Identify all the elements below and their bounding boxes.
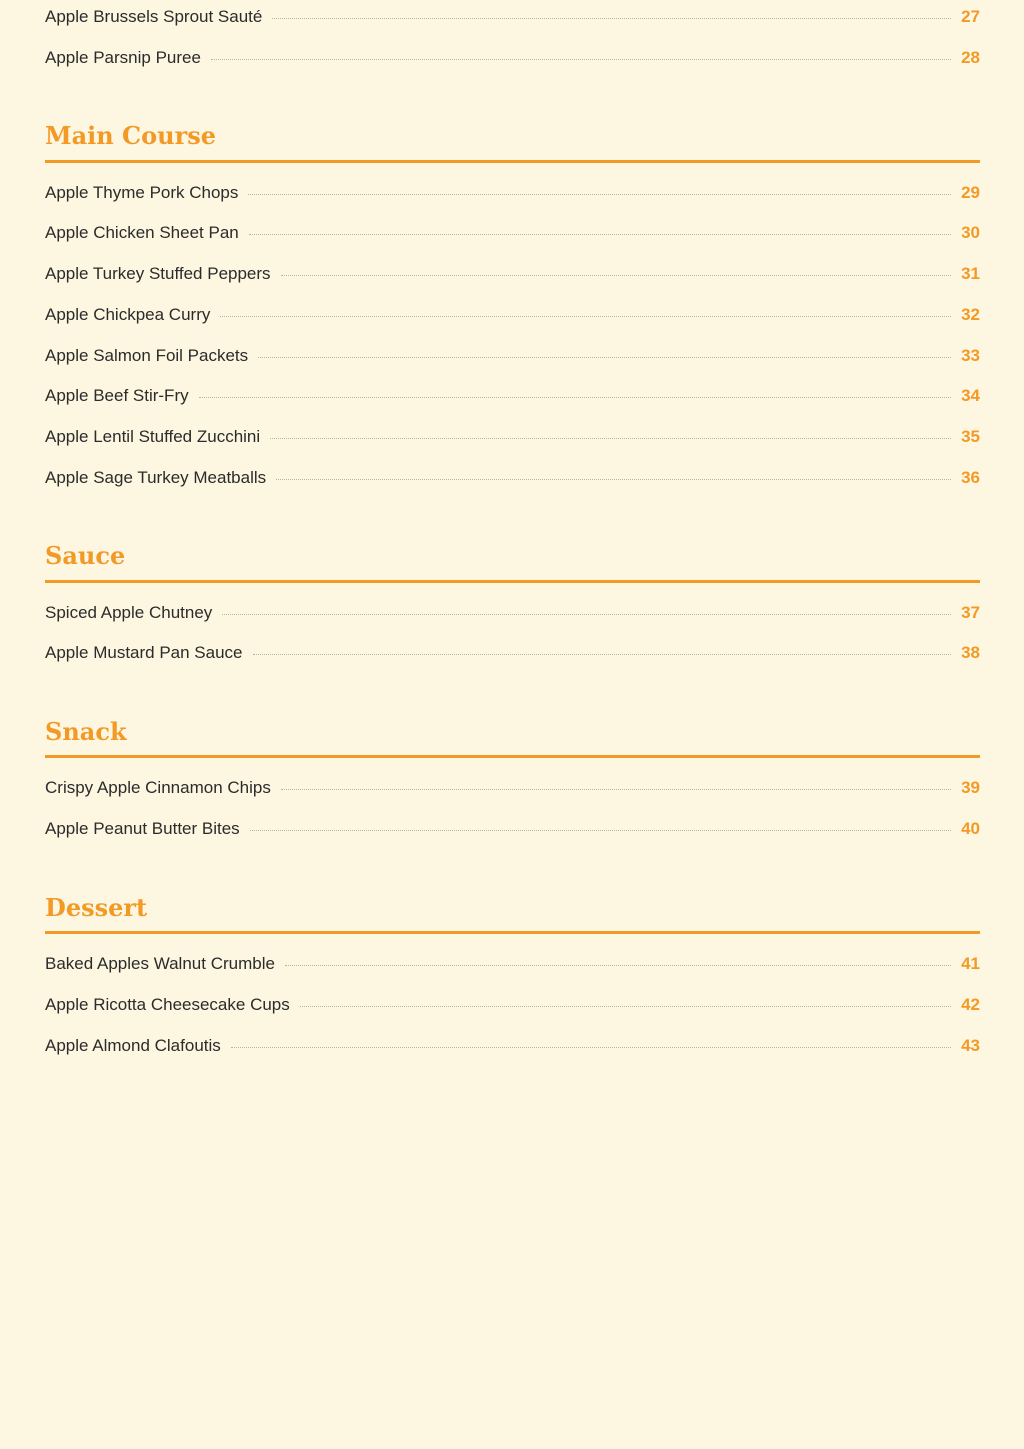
entry-title: Spiced Apple Chutney [45,602,213,622]
entry-page-number: 29 [961,182,980,202]
dot-leader [258,357,951,358]
entry-title: Apple Ricotta Cheesecake Cups [45,994,290,1014]
dot-leader [250,830,951,831]
entry-title: Apple Lentil Stuffed Zucchini [45,426,261,446]
toc-entry[interactable] [45,1037,980,1078]
toc-entry[interactable] [45,779,980,820]
toc-entry[interactable] [45,387,980,428]
entry-page-number: 30 [961,223,980,243]
entry-title: Apple Parsnip Puree [45,47,201,67]
table-of-contents [45,0,980,1077]
entry-page-number: 28 [961,47,980,67]
entry-page-number: 32 [961,304,980,324]
dot-leader [220,316,951,317]
toc-entry[interactable] [45,306,980,347]
toc-entry[interactable] [45,184,980,225]
entry-page-number: 31 [961,264,980,284]
dot-leader [253,654,952,655]
dot-leader [300,1006,951,1007]
dot-leader [199,397,951,398]
section-entry-list [45,604,980,685]
entry-page-number: 42 [961,994,980,1014]
toc-entry[interactable] [45,820,980,861]
dot-leader [270,438,951,439]
section-entry-list [45,955,980,1077]
entry-page-number: 38 [961,643,980,663]
dot-leader [249,234,951,235]
entry-title: Apple Almond Clafoutis [45,1035,221,1055]
section-snack [45,691,980,861]
dot-leader [276,479,951,480]
dot-leader [222,614,951,615]
entry-page-number: 37 [961,602,980,622]
entry-page-number: 43 [961,1035,980,1055]
entry-page-number: 41 [961,954,980,974]
toc-entry[interactable] [45,265,980,306]
section-heading: Snack [45,691,980,758]
entry-page-number: 33 [961,345,980,365]
dot-leader [272,18,951,19]
dot-leader [231,1047,951,1048]
section-heading: Main Course [45,95,980,162]
entry-title: Apple Beef Stir-Fry [45,386,189,406]
toc-entry[interactable] [45,469,980,510]
section-heading: Dessert [45,867,980,934]
entry-page-number: 27 [961,7,980,26]
entry-title: Apple Mustard Pan Sauce [45,643,243,663]
entry-title: Apple Salmon Foil Packets [45,345,249,365]
dot-leader [281,789,951,790]
section-heading: Sauce [45,515,980,582]
entry-title: Apple Turkey Stuffed Peppers [45,264,271,284]
intro-entry-list [45,0,980,89]
toc-entry[interactable] [45,428,980,469]
section-entry-list [45,779,980,860]
entry-title: Apple Sage Turkey Meatballs [45,467,267,487]
toc-entry[interactable] [45,996,980,1037]
dot-leader [248,194,951,195]
toc-entry[interactable] [45,224,980,265]
dot-leader [211,59,951,60]
section-main-course [45,95,980,509]
toc-entry[interactable] [45,604,980,645]
entry-title: Apple Chickpea Curry [45,304,211,324]
entry-page-number: 34 [961,386,980,406]
section-dessert [45,867,980,1077]
toc-entry[interactable] [45,8,980,49]
entry-title: Crispy Apple Cinnamon Chips [45,778,271,798]
toc-entry[interactable] [45,347,980,388]
entry-page-number: 40 [961,819,980,839]
entry-title: Apple Peanut Butter Bites [45,819,240,839]
toc-entry[interactable] [45,49,980,90]
entry-page-number: 35 [961,426,980,446]
section-sauce [45,515,980,685]
entry-title: Baked Apples Walnut Crumble [45,954,275,974]
entry-title: Apple Chicken Sheet Pan [45,223,239,243]
entry-page-number: 39 [961,778,980,798]
section-entry-list [45,184,980,510]
entry-title: Apple Brussels Sprout Sauté [45,7,263,26]
toc-entry[interactable] [45,955,980,996]
toc-entry[interactable] [45,644,980,685]
entry-page-number: 36 [961,467,980,487]
dot-leader [281,275,952,276]
entry-title: Apple Thyme Pork Chops [45,182,239,202]
dot-leader [285,965,951,966]
